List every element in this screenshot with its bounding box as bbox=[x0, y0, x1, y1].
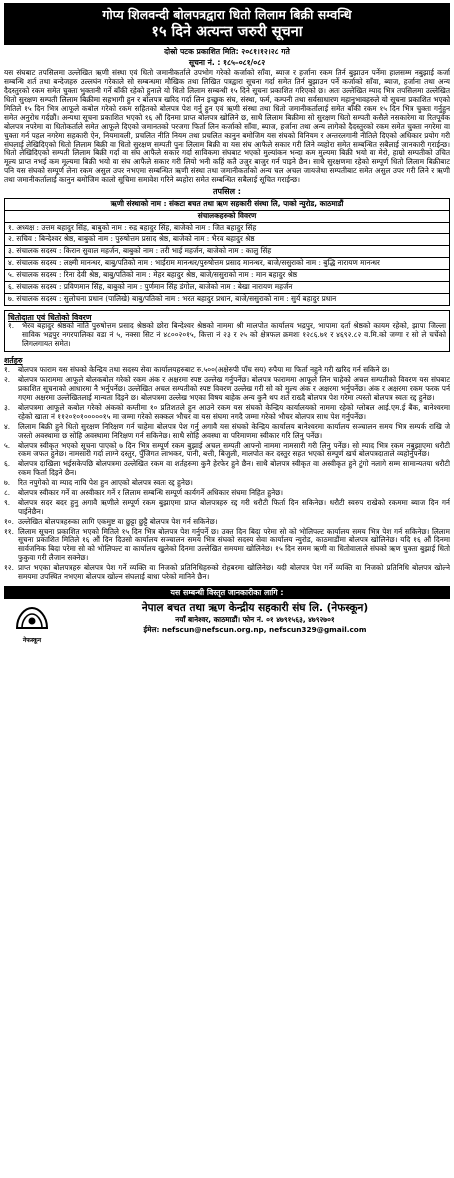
intro-paragraph: यस संघबाट तपसिलमा उल्लेखित ऋणी संस्था एवं धितो जमानीकर्ताले उपभोग गरेको कर्जाको साँवा, ब्याज र हर्जाना रकम तिर्न बुझाउन पर्नेमा हालसम्म नबुझाई कर्जा सम्बन्धि शर्त तथा बन्देजहरु उल्लघंन गरेकाले सो सम्बन्धमा मौखिक तथा लिखित पत्रद्वारा सूचना गर्दा समेत तिर्न बुझाउन पर्ने कर्जाको साँवा, ब्याज, हर्जाना तथा अन्य दैदस्तुरको रकम समेत चुक्ता भुक्तानी गर्ने बाँकी रहेको हुनाले यो धितो लिलाम सम्बन्धी १५ दिने सूचना प्रकाशित गरिएको छ। अतः उल्लेखित म्याद भित्र तपसिलमा उल्लेखित धितो सुरक्षण सम्पती लिलाम बिक्रीमा सहभागी हुन र बोलपत्र खरिद गर्दा लिन इच्छुक संघ, संस्था, फर्म, कम्पनी तथा सर्वसाधारण महानुभावहरुले यो सूचना प्रकाशित भएको मितिले १५ दिन भित्र आफूले कबोल गरेको रकम सहितको बोलपत्र पेश गर्नु हुन एवं ऋणी संस्था तथा धितो जमानीकर्तालाई समेत बाँकी रकम १५ दिन भित्र चुक्ता गर्नुहुन समेत अनुरोध गर्दछौं। अन्यथा सूचना प्रकाशित भएको १६ औं दिनमा प्राप्त बोलपत्र खोलिने छ, साथै लिलाम बिक्रीमा सो सुरक्षण धितो सम्पती कसैले नसकारेमा वा रितपूर्वक बोलपत्र नपरेमा वा धितोकर्ताले समेत आफूले दिएको जमानतको परजगा फिर्ता लिन कर्जाको साँवा, ब्याज, हर्जाना तथा अन्य लागेको दैदस्तुरको रकम समेत चुक्ता नगरेमा वा चुक्ता गर्न पहल नगरेमा सहकारी ऐन, नियमावली, प्रचलित नीति नियम तथा प्रचलित कानुन बमोजिम यस संघको विनियम र अन्तरलगानी नीतिले दिएको अधिकार प्रयोग गरी संघलाई लेखिदिएको धितो लिलाम बिक्री वा धितो सुरक्षण सम्पती पुनः लिलाम बिक्री वा यस संघ आफैले सकार गरी लिने व्यहोरा समेत सम्बन्धित सबैलाई जानकारी गराईन्छ। धितो लेखिदिएको सम्पती लिलाम बिक्री गर्दा वा संघ आफैले सकार गर्दा साविकमा संघबाट भएको मुल्यांकन भन्दा कम मुल्यमा बिक्री भयो वा मेरो, हाम्रो सम्पतीको उचित मूल्य प्राप्त नभई कम मूल्यमा बिक्री भयो वा संघ आफैले सकार गरी लियो भनी कहिं कतै उजुर बाजुर गर्न पाइने छैन। साथै सुरक्षणमा रहेको सम्पूर्ण धितो लिलाम बिक्रीबाट पनि यस संघको सम्पूर्ण लेना रकम असुल उपर नभएमा सम्बन्धित ऋणी संस्था तथा जमानीकर्ताको अन्य चल अचल जायजेथा सम्पतीबाट समेत असुल उपर गरी लिने र ऋणी तथा जमानीकर्तालाई कानुन बमोजिम कालो सूचिमा समावेश गरिने ब्यहोरा समेत सम्बन्धित सबैलाई सूचित गराईन्छ। bbox=[4, 68, 450, 185]
official-row: ५. संचालक सदस्य : रिना देवी श्रेष्ठ, बाबु/पतिको नाम : मेहर बहादुर श्रेष्ठ, बाजे/ससुराको नाम : मान बहादुर श्रेष्ठ bbox=[5, 270, 450, 282]
borrower-name: संकटा बचत तथा ऋण सहकारी संस्था लि, पाको न्युरोड, काठमाडौं bbox=[169, 198, 344, 208]
terms-heading: शर्तहरु bbox=[4, 355, 23, 365]
term-number: ५. bbox=[4, 440, 11, 450]
collateral-section bbox=[4, 310, 450, 352]
term-item bbox=[4, 499, 450, 517]
term-item bbox=[4, 460, 450, 478]
term-item bbox=[4, 404, 450, 422]
term-item bbox=[4, 528, 450, 564]
publish-date: दोस्रो पटक प्रकाशित मिति: २०८१।१२।२८ गते bbox=[164, 46, 290, 56]
term-number: ९. bbox=[4, 497, 11, 507]
term-item bbox=[4, 366, 450, 375]
nefscun-logo bbox=[4, 602, 60, 644]
address-phone: नयाँ बानेश्वर, काठमाडौं। फोन नं. ०१ ४७९१५६३, ४७९२७०१ bbox=[175, 615, 335, 625]
term-text: बोलपत्र दाखिला भईसकेपछि बोलपत्रमा उल्लेखित रकम वा शर्तहरुमा कुनै हेरफेर हुने छैन। साथै बोलपत्र स्वीकृत वा अस्वीकृत हुने टुंगो नलागे सम्म सामान्यतया धरौटी रकम फिर्ता दिइने छैन। bbox=[18, 459, 450, 478]
term-number: ७. bbox=[4, 478, 11, 488]
officials-table bbox=[4, 198, 450, 306]
term-number: ८. bbox=[4, 488, 11, 498]
term-number: ४. bbox=[4, 421, 11, 431]
term-text: बोलपत्र स्वीकार गर्ने वा अस्वीकार गर्ने र लिलाम सम्बन्धि सम्पूर्ण कार्यगर्ने अधिकार संघमा निहित हुनेछ। bbox=[18, 488, 284, 498]
collateral-heading: धितोदाता एवं धितोको विवरण bbox=[8, 312, 92, 322]
borrower-row bbox=[5, 198, 450, 210]
terms-section bbox=[4, 356, 450, 582]
term-number: ११. bbox=[4, 526, 14, 536]
term-text: बोलपत्रमा आफूले कबोल गरेको अंकको कम्तीमा १० प्रतिशतले हुन आउने रकम यस संघको केन्द्रिय कार्यालयको नाममा रहेको ग्लोबल आई.एम.ई बैंक, बानेश्वरमा रहेको खाता नं ११२०१०१०००००१५ मा जम्मा गरेको सक्कल भौचर वा यस संघमा नगदै जम्मा गरेको भौचर बोलपत्र साथ पेश गर्नुपर्नेछ। bbox=[18, 403, 450, 421]
notice-title: गोप्य शिलवन्दी बोलपत्रद्वारा धितो लिलाम बिक्री सम्वन्धि bbox=[102, 7, 352, 22]
collateral-item bbox=[8, 322, 446, 349]
term-text: उल्लेखित बोलपत्रहरुका लागि एकमुष्ट वा छुट्टा छुट्टै बोलपत्र पेश गर्न सकिनेछ। bbox=[18, 516, 218, 526]
term-item bbox=[4, 518, 450, 527]
borrower-label: ऋणी संस्थाको नाम : bbox=[110, 198, 167, 208]
official-row: १. अध्यक्ष : उत्तम बहादुर सिंह, बाबुको नाम : रुद्र बहादुर सिंह, बाजेको नाम : जित बहादुर सिंह bbox=[5, 222, 450, 234]
official-row: २. सचिव : बिन्देश्वर श्रेष्ठ, बाबुको नाम : पुरुषोत्तम प्रसाद श्रेष्ठ, बाजेको नाम : भैरव बहादुर श्रेष्ठ bbox=[5, 234, 450, 246]
term-item bbox=[4, 376, 450, 403]
official-row: ४. संचालक सदस्य : लक्ष्मी मानन्धर, बाबु/पतिको नाम : भाईराम मानन्धर/पुरुषोत्तम प्रसाद मानन्धर, बाजे/ससुराको नाम : बुद्धि नारायण मानन्धर bbox=[5, 258, 450, 270]
term-text: रित नपुगेको वा म्याद नाघि पेश हुन आएको बोलपत्र स्वतः रद्द हुनेछ। bbox=[18, 478, 193, 488]
official-row: ६. संचालक सदस्य : प्रविणमान सिंह, बाबुको नाम : पुर्णमान सिंह डंगोल, बाजेको नाम : बेखा नारायण महर्जन bbox=[5, 282, 450, 294]
collateral-item-number: १. bbox=[8, 321, 15, 331]
term-number: १०. bbox=[4, 516, 14, 526]
term-number: १. bbox=[4, 365, 11, 375]
term-number: ६. bbox=[4, 459, 11, 469]
term-item bbox=[4, 442, 450, 460]
notice-page bbox=[4, 3, 450, 1170]
email-line[interactable]: ईमेल: nefscun@nefscun.org.np, nefscun329@gmail.com bbox=[143, 625, 367, 635]
title-band bbox=[4, 3, 450, 45]
tapasil-label: तपसिल : bbox=[213, 187, 241, 197]
collateral-item-text: भैरव बहादुर श्रेष्ठको नाति पुरुषोत्तम प्रसाद श्रेष्ठको छोरा बिन्देश्वर श्रेष्ठको नाममा श्री मालपोत कार्यालय भद्रपुर, भापामा दर्ता श्रेष्ठको कायम रहेको, झापा जिल्ला साविक भद्रपुर नगरपालिका वडा नं ५, नक्सा सिट नं ४८००२०१५, कित्ता नं २३ र २५ को क्षेत्रफल क्रमशः १२८६.७१ र ४६९२.८२ व.मि.को जग्गा र सो ले चर्चेको लिगलगायत समेत। bbox=[22, 321, 446, 349]
organization-name: नेपाल बचत तथा ऋण केन्द्रीय सहकारी संघ लि. (नेफस्कून) bbox=[141, 602, 369, 615]
term-text: बोलपत्र सदर बदर हुनु अगावै ऋणीले सम्पूर्ण रकम बुझाएमा प्राप्त बोलपत्रहरु रद्द गरी धरौटी फिर्ता दिन सकिनेछ। धरौटी स्वरुप राखेको रकममा ब्याज दिन गर्न पाईनेछैन। bbox=[18, 497, 450, 516]
notice-subtitle: १५ दिने अत्यन्त जरुरी सूचना bbox=[151, 24, 303, 41]
term-text: बोलपत्र स्वीकृत भएको सूचना पाएको ७ दिन भित्र सम्पूर्ण रकम बुझाई अचल सम्पती आफ्नो नाममा नामसारी गरी लिनु पर्नेछ। सो म्याद भित्र रकम नबुझाएमा धरौटी रकम जफत हुनेछ। नामसारी गर्दा लाग्ने दस्तुर, पुँजिगत लाभकर, पानी, बत्ती, बिजुली, मालपोत कर दस्तुर सहत भएको सम्पूर्ण खर्च बोलपत्रदाताले व्यहोर्नुपर्नेछ। bbox=[18, 440, 450, 459]
term-text: बोलपत्र फाराममा आफूले बोलकबोल गरेको रकम अंक र अक्षरमा स्पष्ट उल्लेख गर्नुपर्नेछ। बोलपत्र फाराममा आफूले लिन चाहेको अचल सम्पतीको विवरण यस संघबाट प्रकाशित सूचनाको आधारमा नै भर्नुपर्नेछ। उल्लेखित अचल सम्पतीको स्पष्ट विवरण उल्लेख गरी सो को मुल्य अंक र अक्षरमा भर्नुपर्नेछ। अंक र अक्षरमा रकम फरक पर्न गएमा अक्षरमा उल्लेखितलाई मान्यता दिइने छ। बोलपत्रमा उल्लेख भएका विषय बाहेक अन्य कुनै थप शर्त राख्दै बोलपत्र पेश गरेमा त्यस्तो बोलपत्र स्वतः रद्द हुनेछ। bbox=[18, 375, 450, 403]
term-item bbox=[4, 479, 450, 488]
term-item bbox=[4, 564, 450, 582]
term-number: १२. bbox=[4, 563, 14, 573]
notice-number: सूचना नं. : १८५–०८१/०८२ bbox=[188, 58, 266, 68]
footer bbox=[4, 586, 450, 645]
footer-contact bbox=[60, 602, 450, 635]
term-item bbox=[4, 489, 450, 498]
official-row: ३. संचालक सदस्य : किरान सुवाल महर्जन, बाबुको नाम : तरी भाई महर्जन, बाजेको नाम : कालु सिंह bbox=[5, 246, 450, 258]
term-number: २. bbox=[4, 375, 11, 385]
term-item bbox=[4, 423, 450, 441]
officials-heading: संचालकहरुको विवरण bbox=[5, 210, 450, 222]
term-text: प्राप्त भएका बोलपत्रहरु बोलपत्र पेश गर्ने व्यक्ति वा निजको प्रतिनिधिहरुको रोहबरमा खोलिनेछ। यदी बोलपत्र पेश गर्ने व्यक्ति वा निजको प्रतिनिधि बोलपत्र खोल्ने समयमा उपस्थित नभएमा बोलपत्र खोल्न संघलाई बाधा परेको मानिने छैन। bbox=[18, 563, 450, 582]
footer-body bbox=[4, 602, 450, 644]
term-text: लिलाम बिक्री हुने धितो सुरक्षण निरिक्षण गर्न चाहेमा बोलपत्र पेश गर्नु अगावै यस संघको केन्द्रिय कार्यालय बानेश्वरमा कार्यालय सञ्चालन समय भित्र सम्पर्क राखि जे जस्तो अवस्थामा छ सोहि अवस्थामा निरिक्षण गर्न सकिनेछ। साथै सोहि अवस्था वा परिमाणमा स्वीकार गरि लिनु पर्नेछ। bbox=[18, 421, 450, 440]
logo-caption: नेफस्कून bbox=[22, 637, 42, 645]
hands-logo-icon bbox=[13, 602, 51, 634]
term-text: बोलपत्र फाराम यस संघको केन्द्रिय तथा सदस्य सेवा कार्यालयहरुबाट रु.५००(अक्षेरुपी पाँच सय) रुपैया मा फिर्ता नहुने गरी खरिद गर्न सकिने छ। bbox=[18, 365, 390, 375]
term-number: ३. bbox=[4, 403, 11, 413]
official-row: ७. संचालक सदस्य : सुलोचना प्रधान (पालिखे) बाबु/पतिको नाम : भरत बहादुर प्रधान, बाजे/ससुराको नाम : सुर्य बहादुर प्रधान bbox=[5, 293, 450, 305]
term-text: लिलाम सूचना प्रकाशित भएको मितिले १५ दिन भित्र बोलपत्र पेश गर्नुपर्ने छ। उक्त दिन बिदा परेमा सो को भोलिपल्ट कार्यालय समय भित्र पेश गर्न सकिनेछ। लिलाम सूचना प्रकाशित मितिले १६ औं दिन दिउसो कार्यालय सञ्चालन समय भित्र संघको सदस्य सेवा कार्यालय न्युरोड, काठमाडौंमा बोलपत्र खोलिनेछ। यदि १६ औं दिनमा सार्वजनिक बिदा परेमा सो को भोलिपल्ट वा कार्यालय खुलेको दिनमा उल्लेखित समयमा खोलिनेछ। १५ दिन समम ऋणी वा धितोवालाले संघको ऋण चुक्ता बुझाई धितो फुकुवा गरी लैजान सक्नेछ। bbox=[18, 526, 450, 563]
footer-banner: यस सम्बन्धी विस्तृत जानकारीका लागि : bbox=[4, 586, 450, 600]
